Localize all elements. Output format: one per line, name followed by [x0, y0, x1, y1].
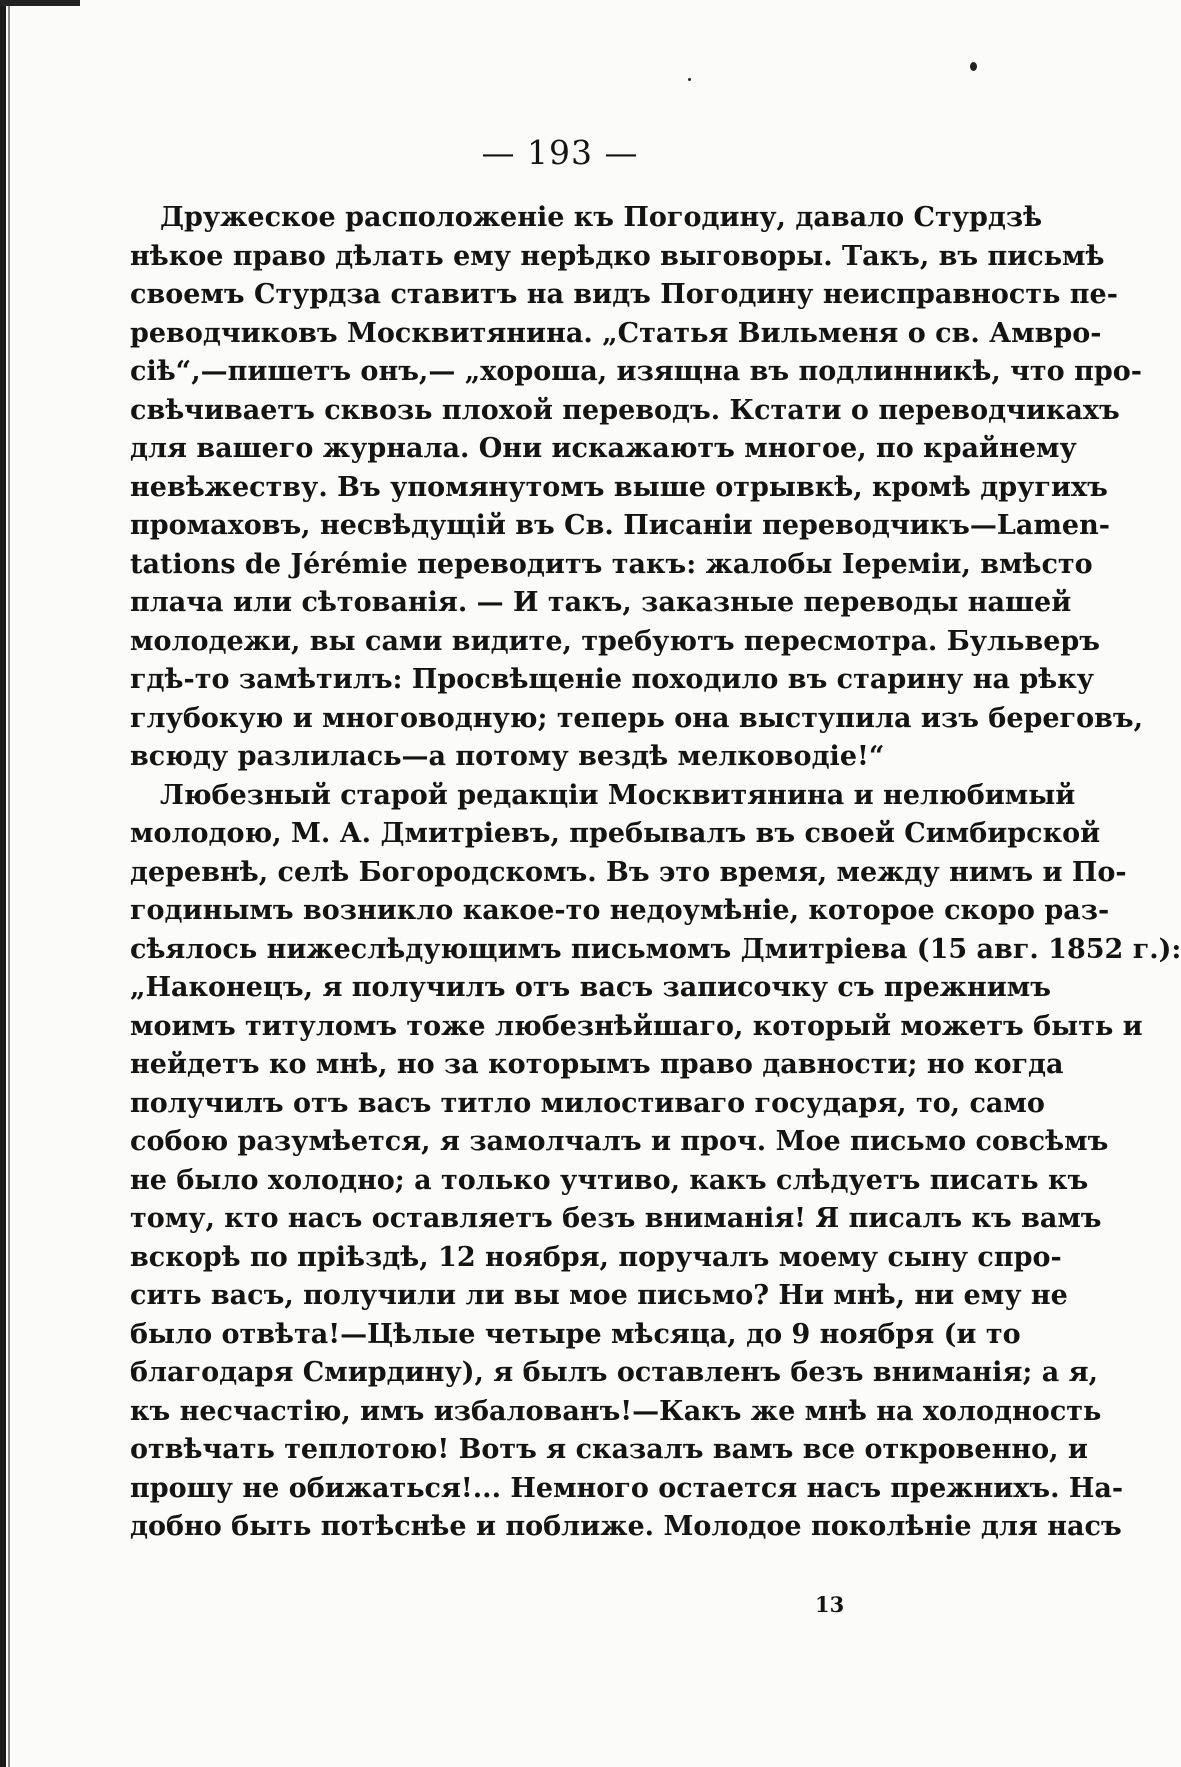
text-line: свѣчиваетъ сквозь плохой переводъ. Кстати о переводчикахъ: [130, 394, 1120, 426]
text-line: собою разумѣется, я замолчалъ и проч. Мое письмо совсѣмъ: [130, 1126, 1109, 1157]
text-line: глубокую и многоводную; теперь она выступила изъ береговъ,: [130, 702, 1143, 734]
page-edge-line: [8, 0, 10, 1767]
text-line: получилъ отъ васъ титло милостиваго государя, то, само: [130, 1087, 1045, 1119]
text-line: годинымъ возникло какое-то недоумѣніе, которое скоро раз-: [130, 895, 1110, 926]
text-line: сіѣ“,—пишетъ онъ,— „хороша, изящна въ подлинникѣ, что про-: [130, 356, 1142, 387]
text-line: было отвѣта!—Цѣлые четыре мѣсяца, до 9 ноября (и то: [130, 1318, 1021, 1350]
text-line: нейдетъ ко мнѣ, но за которымъ право давности; но когда: [130, 1049, 1064, 1080]
text-line: плача или сѣтованія. — И такъ, заказные переводы нашей: [130, 587, 1072, 618]
text-line: деревнѣ, селѣ Богородскомъ. Въ это время, между нимъ и По-: [130, 856, 1127, 888]
text-line: для вашего журнала. Они искажаютъ многое, по крайнему: [130, 433, 1077, 464]
body-text: [130, 199, 1181, 1547]
text-line: не было холодно; а только учтиво, какъ слѣдуетъ писать къ: [130, 1164, 1089, 1196]
text-line: къ несчастію, имъ избалованъ!—Какъ же мнѣ на холодность: [130, 1395, 1102, 1427]
text-line: „Наконецъ, я получилъ отъ васъ записочку съ прежнимъ: [130, 972, 1051, 1003]
text-line: молодою, М. А. Дмитріевъ, пребывалъ въ своей Симбирской: [130, 818, 1101, 849]
text-line: невѣжеству. Въ упомянутомъ выше отрывкѣ, кромѣ другихъ: [130, 471, 1108, 503]
text-line: сѣялось нижеслѣдующимъ письмомъ Дмитріева (15 авг. 1852 г.):: [130, 933, 1181, 965]
ink-speck: [688, 78, 691, 81]
page-corner-mark: [0, 0, 80, 6]
text-line: tations de Jérémie переводитъ такъ: жалобы Іереміи, вмѣсто: [130, 548, 1093, 580]
text-line: реводчиковъ Москвитянина. „Статья Вильменя о св. Амвро-: [130, 317, 1102, 349]
text-line: сить васъ, получили ли вы мое письмо? Ни мнѣ, ни ему не: [130, 1280, 1068, 1311]
page-edge-shadow: [0, 0, 6, 1767]
text-line: всюду разлилась—а потому вездѣ мелководіе!“: [130, 741, 885, 772]
text-line: отвѣчать теплотою! Вотъ я сказалъ вамъ все откровенно, и: [130, 1434, 1088, 1465]
ink-speck: [970, 62, 977, 71]
text-line: добно быть потѣснѣе и поближе. Молодое поколѣніе для насъ: [130, 1511, 1122, 1542]
text-line: прошу не обижаться!... Немного остается насъ прежнихъ. На-: [130, 1472, 1124, 1504]
text-line: тому, кто насъ оставляетъ безъ вниманія! Я писалъ къ вамъ: [130, 1203, 1102, 1234]
text-line: благодаря Смирдину), я былъ оставленъ безъ вниманія; а я,: [130, 1357, 1098, 1388]
text-line: своемъ Стурдза ставитъ на видъ Погодину неисправность пе-: [130, 279, 1118, 310]
text-line: гдѣ-то замѣтилъ: Просвѣщеніе походило въ старину на рѣку: [130, 664, 1094, 695]
text-line: вскорѣ по пріѣздѣ, 12 ноября, поручалъ моему сыну спро-: [130, 1241, 1062, 1273]
page-number: — 193 —: [481, 133, 639, 172]
text-line: моимъ титуломъ тоже любезнѣйшаго, который можетъ быть и: [130, 1010, 1143, 1042]
text-line: Любезный старой редакціи Москвитянина и нелюбимый: [160, 779, 1076, 811]
text-line: нѣкое право дѣлать ему нерѣдко выговоры. Такъ, въ письмѣ: [130, 240, 1105, 272]
signature-mark: 13: [815, 1592, 845, 1617]
text-line: промаховъ, несвѣдущій въ Св. Писаніи переводчикъ—Lamen-: [130, 510, 1110, 541]
text-line: Дружеское расположеніе къ Погодину, давало Стурдзѣ: [160, 202, 1043, 233]
text-line: молодежи, вы сами видите, требуютъ пересмотра. Бульверъ: [130, 625, 1100, 657]
